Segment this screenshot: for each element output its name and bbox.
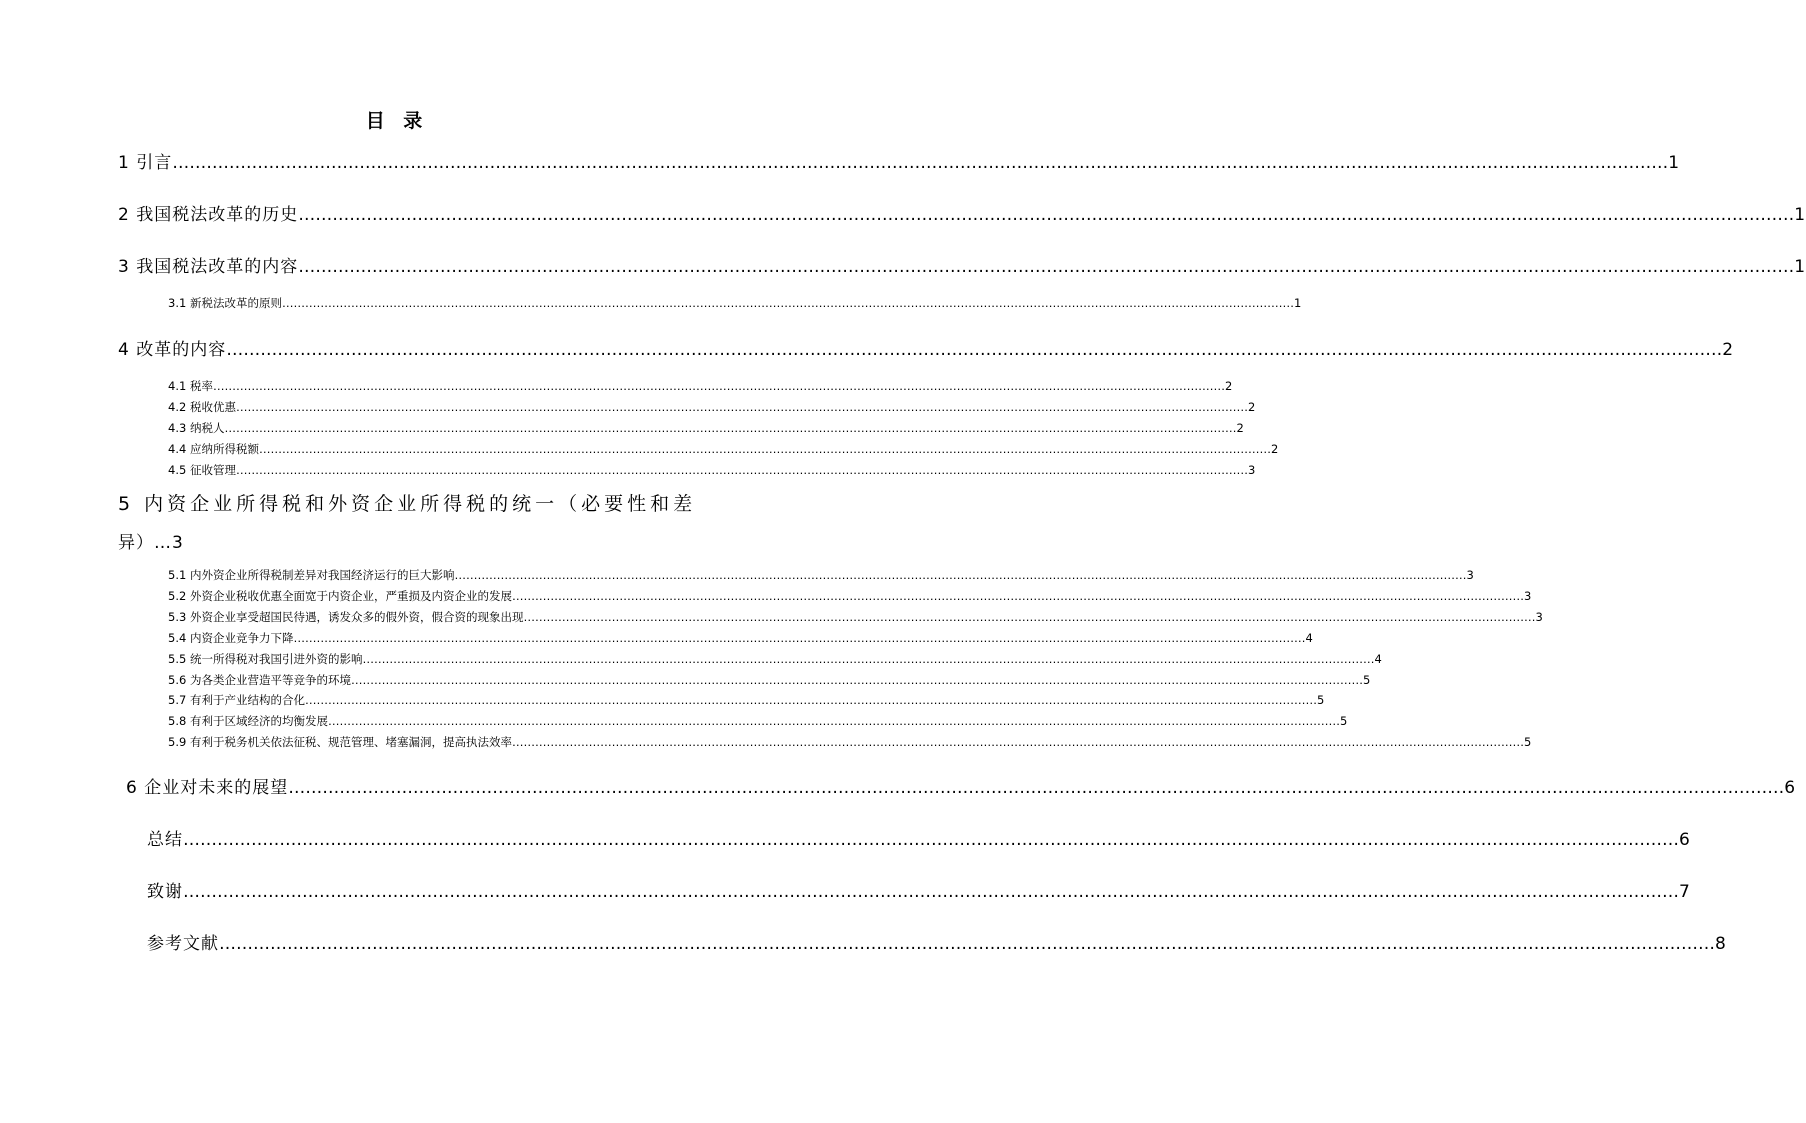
toc-entry-text: 5 内资企业所得税和外资企业所得税的统一（必要性和差 bbox=[118, 493, 697, 515]
toc-entry-text: 6 企业对未来的展望 bbox=[126, 778, 289, 798]
toc-entry-5-1[interactable] bbox=[168, 567, 1474, 583]
toc-leader-dots: ………………………………………………………………………………………………………………………………………………………………………………………………………………………………………… bbox=[350, 673, 1363, 687]
toc-entry-5-2[interactable] bbox=[168, 588, 1532, 604]
toc-page-number: 2 bbox=[1236, 421, 1244, 435]
toc-entry-4-1[interactable] bbox=[168, 378, 1233, 394]
toc-leader-dots: ………………………………………………………………………………………………………………………………………………………………………………………………………………………………………… bbox=[362, 652, 1375, 666]
toc-entry-text: 5.9 有利于税务机关依法征税、规范管理、堵塞漏洞，提高执法效率 bbox=[168, 735, 512, 749]
toc-page-number: 3 bbox=[1535, 610, 1543, 624]
toc-entry-text: 总结 bbox=[147, 830, 183, 850]
toc-page-number: 5 bbox=[1362, 673, 1371, 687]
toc-entry-text: 5.2 外资企业税收优惠全面宽于内资企业，严重损及内资企业的发展 bbox=[168, 589, 512, 603]
toc-entry-5-5[interactable] bbox=[168, 651, 1382, 667]
toc-page-number: 1 bbox=[1668, 153, 1681, 173]
toc-page-number: 2 bbox=[1247, 400, 1256, 414]
toc-page-number: 1 bbox=[1794, 257, 1806, 277]
toc-leader-dots: ………………………………………………………………………………………………………………………………………………………………………………………………………………………………………… bbox=[183, 830, 1679, 850]
toc-entry-text: 5.1 内外资企业所得税制差异对我国经济运行的巨大影响 bbox=[168, 568, 455, 582]
toc-leader-dots: ………………………………………………………………………………………………………………………………………………………………………………………………………………………………………… bbox=[258, 442, 1271, 456]
toc-entry-text: 5.7 有利于产业结构的合化 bbox=[168, 693, 305, 707]
toc-leader-dots: ………………………………………………………………………………………………………………………………………………………………………………………………………………………………………… bbox=[454, 568, 1467, 582]
toc-entry-text: 5.6 为各类企业营造平等竞争的环境 bbox=[168, 673, 351, 687]
toc-entry-text: 4.4 应纳所得税额 bbox=[168, 442, 259, 456]
toc-page-number: 1 bbox=[1293, 296, 1302, 310]
toc-leader-dots: ………………………………………………………………………………………………………………………………………………………………………………………………………………………………………… bbox=[511, 735, 1524, 749]
toc-entry-text: 5.4 内资企业竞争力下降 bbox=[168, 631, 294, 645]
toc-entry-5-4[interactable] bbox=[168, 630, 1313, 646]
toc-entry-text: 5.8 有利于区域经济的均衡发展 bbox=[168, 714, 328, 728]
toc-page-number: 4 bbox=[1374, 652, 1382, 666]
toc-page-number: 2 bbox=[1224, 379, 1233, 393]
toc-page-number: 5 bbox=[1316, 693, 1325, 707]
toc-entry-text: 3 我国税法改革的内容 bbox=[118, 257, 299, 277]
toc-entry-5-6[interactable] bbox=[168, 672, 1371, 688]
toc-entry-text: 致谢 bbox=[147, 882, 183, 902]
toc-page-number: 8 bbox=[1715, 934, 1727, 954]
toc-leader-dots: ………………………………………………………………………………………………………………………………………………………………………………………………………………………………………… bbox=[288, 778, 1785, 798]
toc-page-number: 3 bbox=[1466, 568, 1474, 582]
toc-page-number: 3 bbox=[1247, 463, 1256, 477]
toc-entry-text: 3.1 新税法改革的原则 bbox=[168, 296, 282, 310]
toc-entry-4[interactable] bbox=[118, 335, 1735, 360]
toc-leader-dots: ………………………………………………………………………………………………………………………………………………………………………………………………………………………………………… bbox=[235, 400, 1248, 414]
toc-entry-text: 4.1 税率 bbox=[168, 379, 213, 393]
toc-leader-dots: ………………………………………………………………………………………………………………………………………………………………………………………………………………………………………… bbox=[511, 589, 1524, 603]
toc-entry-text: 4.3 纳税人 bbox=[168, 421, 225, 435]
toc-entry-1[interactable] bbox=[118, 148, 1681, 173]
toc-leader-dots: ………………………………………………………………………………………………………………………………………………………………………………………………………………………………………… bbox=[281, 296, 1294, 310]
toc-page-number: 4 bbox=[1305, 631, 1313, 645]
toc-entry-text: 2 我国税法改革的历史 bbox=[118, 205, 299, 225]
toc-page-number: 5 bbox=[1339, 714, 1348, 728]
toc-page-number: 3 bbox=[172, 533, 184, 553]
toc-entry-text: 4.2 税收优惠 bbox=[168, 400, 236, 414]
toc-leader-dots: … bbox=[154, 533, 172, 553]
toc-entry-5-8[interactable] bbox=[168, 713, 1348, 729]
toc-entry-5[interactable] bbox=[118, 486, 697, 553]
toc-leader-dots: ………………………………………………………………………………………………………………………………………………………………………………………………………………………………………… bbox=[235, 463, 1248, 477]
toc-entry-summary[interactable] bbox=[147, 825, 1691, 850]
toc-entry-5-9[interactable] bbox=[168, 734, 1532, 750]
toc-entry-text: 1 引言 bbox=[118, 153, 173, 173]
toc-page-number: 7 bbox=[1679, 882, 1691, 902]
toc-page-number: 1 bbox=[1794, 205, 1806, 225]
toc-entry-references[interactable] bbox=[147, 929, 1727, 954]
toc-entry-3-1[interactable] bbox=[168, 295, 1302, 311]
toc-entry-4-4[interactable] bbox=[168, 441, 1279, 457]
toc-page-number: 2 bbox=[1722, 340, 1735, 360]
toc-page-number: 5 bbox=[1523, 735, 1532, 749]
toc-leader-dots: ………………………………………………………………………………………………………………………………………………………………………………………………………………………………………… bbox=[327, 714, 1340, 728]
toc-entry-acknowledgements[interactable] bbox=[147, 877, 1691, 902]
toc-title: 目 录 bbox=[365, 110, 429, 132]
toc-entry-text-tail: 异） bbox=[118, 533, 154, 553]
toc-entry-text: 5.3 外资企业享受超国民待遇，诱发众多的假外资，假合资的现象出现 bbox=[168, 610, 524, 624]
toc-entry-4-2[interactable] bbox=[168, 399, 1256, 415]
toc-leader-dots: ………………………………………………………………………………………………………………………………………………………………………………………………………………………………………… bbox=[219, 934, 1715, 954]
toc-page-number: 2 bbox=[1270, 442, 1279, 456]
toc-leader-dots: ………………………………………………………………………………………………………………………………………………………………………………………………………………………………………… bbox=[298, 205, 1795, 225]
toc-entry-text: 参考文献 bbox=[147, 934, 219, 954]
toc-entry-5-7[interactable] bbox=[168, 692, 1325, 708]
toc-entry-4-5[interactable] bbox=[168, 462, 1256, 478]
toc-leader-dots: ………………………………………………………………………………………………………………………………………………………………………………………………………………………………………… bbox=[226, 340, 1723, 360]
toc-entry-2[interactable] bbox=[118, 200, 1806, 225]
toc-page-number: 6 bbox=[1784, 778, 1797, 798]
toc-leader-dots: ………………………………………………………………………………………………………………………………………………………………………………………………………………………………………… bbox=[224, 421, 1237, 435]
toc-leader-dots: ………………………………………………………………………………………………………………………………………………………………………………………………………………………………………… bbox=[183, 882, 1679, 902]
toc-leader-dots: ………………………………………………………………………………………………………………………………………………………………………………………………………………………………………… bbox=[298, 257, 1795, 277]
toc-entry-6[interactable] bbox=[126, 773, 1797, 798]
toc-entry-text: 4.5 征收管理 bbox=[168, 463, 236, 477]
toc-leader-dots: ………………………………………………………………………………………………………………………………………………………………………………………………………………………………………… bbox=[212, 379, 1225, 393]
toc-entry-text: 5.5 统一所得税对我国引进外资的影响 bbox=[168, 652, 363, 666]
toc-entry-4-3[interactable] bbox=[168, 420, 1244, 436]
toc-entry-5-3[interactable] bbox=[168, 609, 1543, 625]
toc-entry-text: 4 改革的内容 bbox=[118, 340, 227, 360]
toc-entry-text-cont bbox=[118, 528, 678, 553]
toc-leader-dots: ………………………………………………………………………………………………………………………………………………………………………………………………………………………………………… bbox=[293, 631, 1306, 645]
toc-leader-dots: ………………………………………………………………………………………………………………………………………………………………………………………………………………………………………… bbox=[523, 610, 1536, 624]
toc-leader-dots: ………………………………………………………………………………………………………………………………………………………………………………………………………………………………………… bbox=[304, 693, 1317, 707]
toc-leader-dots: ………………………………………………………………………………………………………………………………………………………………………………………………………………………………………… bbox=[172, 153, 1669, 173]
toc-page-number: 3 bbox=[1523, 589, 1532, 603]
toc-page-number: 6 bbox=[1679, 830, 1691, 850]
toc-entry-3[interactable] bbox=[118, 252, 1806, 277]
